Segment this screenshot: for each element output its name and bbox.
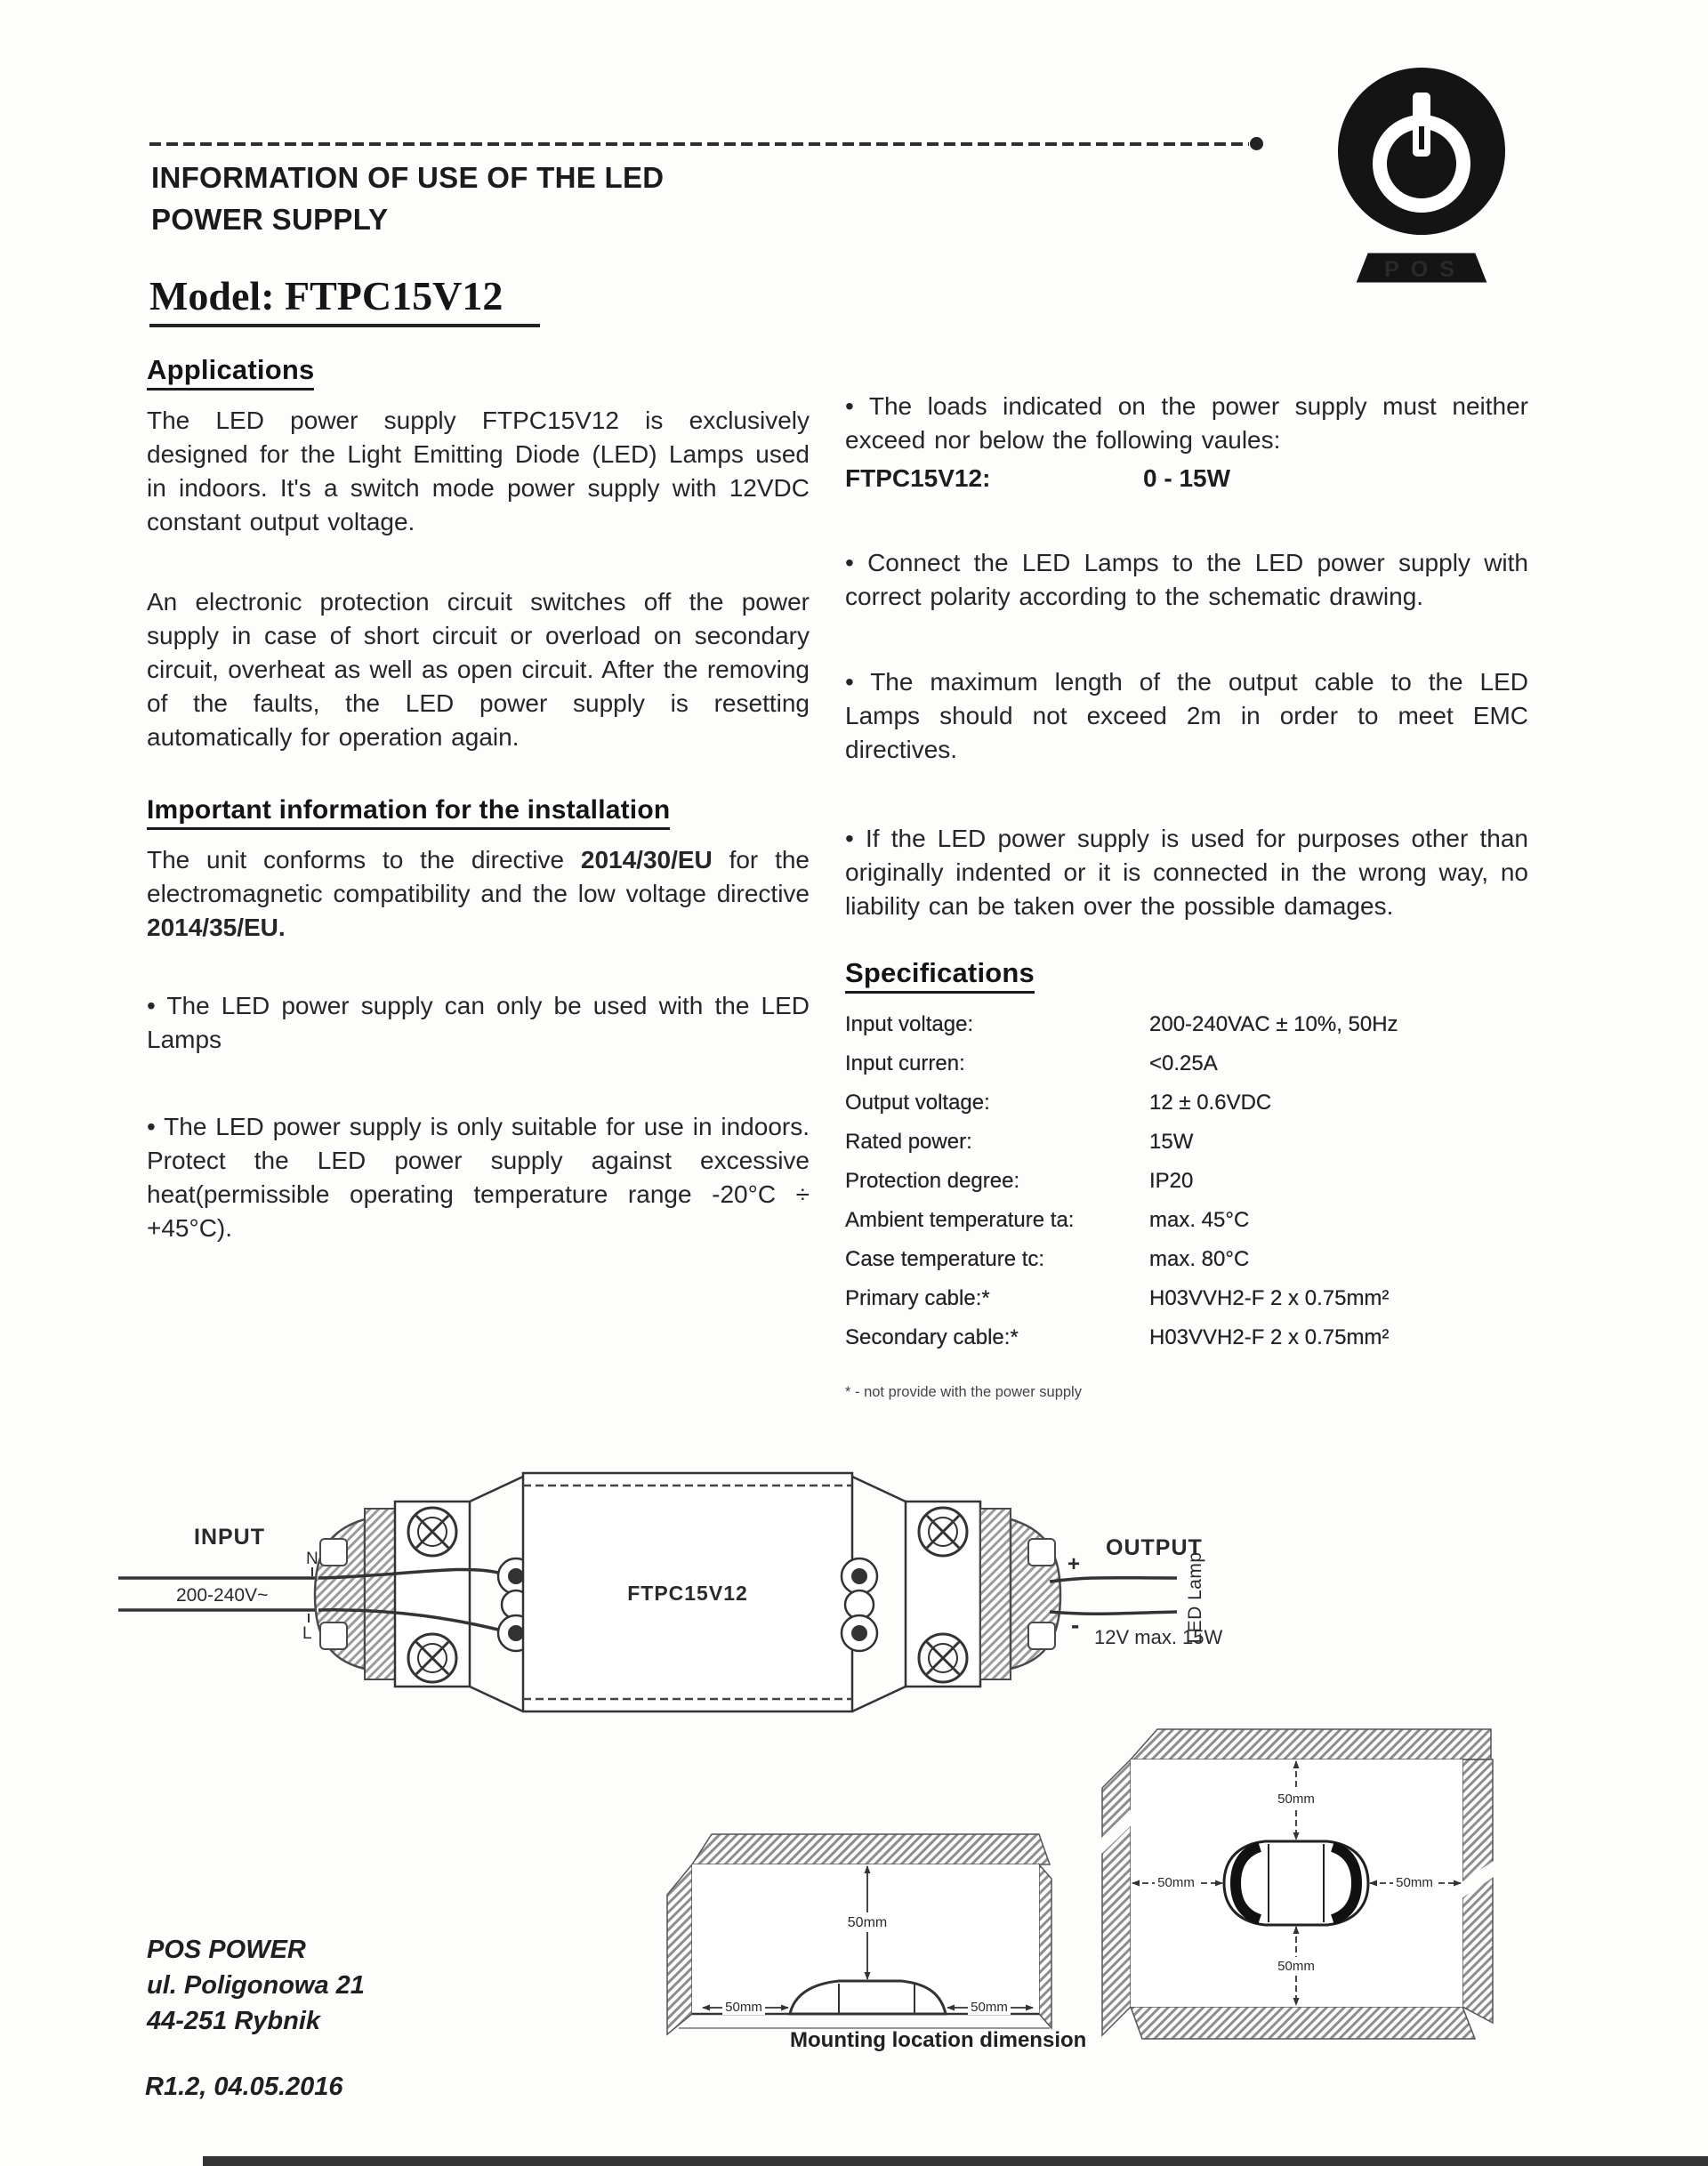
applications-paragraph-1: The LED power supply FTPC15V12 is exclusively designed for the Light Emitting Diode (LED) Lamps used in indoors. It's a switch mode power supply with 12VDC constant output voltage. <box>147 407 810 535</box>
device-label: FTPC15V12 <box>627 1582 748 1605</box>
spec-value: H03VVH2-F 2 x 0.75mm² <box>1149 1286 1390 1310</box>
company-address <box>147 1932 365 2039</box>
dim-right-label: 50mm <box>971 2000 1008 2015</box>
spec-label: Input curren: <box>845 1051 965 1075</box>
logo-text: POS <box>1384 257 1466 282</box>
spec-value: H03VVH2-F 2 x 0.75mm² <box>1149 1325 1390 1349</box>
neutral-label: N <box>306 1550 318 1568</box>
plus-polarity-label: + <box>1068 1552 1081 1576</box>
load-value: 0 - 15W <box>1143 464 1231 492</box>
page-title-line2: POWER SUPPLY <box>151 203 389 236</box>
model-heading <box>149 272 540 319</box>
dim-bottom-label: 50mm <box>1277 1959 1315 1974</box>
bullet-cable-length: • The maximum length of the output cable to the LED Lamps should not exceed 2m in order to meet EMC directives. <box>845 668 1528 763</box>
load-rating-row <box>845 464 1528 493</box>
dim-left-label: 50mm <box>1157 1875 1195 1890</box>
spec-label: Rated power: <box>845 1130 972 1154</box>
mounting-side-view <box>657 1825 1059 2044</box>
applications-paragraph-2: An electronic protection circuit switches off the power supply in case of short circuit or overload on secondary circuit, overheat as well as open circuit. After the removing of the faults, the LED power supply is resetting automatically for operation again. <box>147 588 810 751</box>
spec-label: Output voltage: <box>845 1091 990 1115</box>
installation-heading: Important information for the installation <box>147 795 810 825</box>
spec-label: Secondary cable:* <box>845 1325 1019 1349</box>
pos-logo <box>1333 59 1511 299</box>
address-street: ul. Poligonowa 21 <box>147 1971 365 2000</box>
output-rating-label: 12V max. 15W <box>1094 1626 1223 1648</box>
mounting-caption: Mounting location dimension <box>790 2028 1087 2052</box>
load-model: FTPC15V12: <box>845 464 991 492</box>
right-column <box>845 390 1528 1401</box>
specifications-heading: Specifications <box>845 957 1528 989</box>
spec-row <box>845 1091 1528 1130</box>
mounting-top-view <box>1091 1713 1519 2062</box>
input-voltage-label: 200-240V~ <box>176 1585 269 1606</box>
bullet-used-with-led: • The LED power supply can only be used with the LED Lamps <box>147 992 810 1053</box>
specifications-table <box>845 1012 1528 1365</box>
spec-row <box>845 1247 1528 1286</box>
directive-text: The unit conforms to the directive <box>147 846 581 874</box>
applications-heading: Applications <box>147 354 810 386</box>
spec-value: 12 ± 0.6VDC <box>1149 1091 1272 1115</box>
spec-value: 200-240VAC ± 10%, 50Hz <box>1149 1012 1398 1036</box>
dim-left-label: 50mm <box>725 2000 762 2015</box>
spec-label: Case temperature tc: <box>845 1247 1045 1271</box>
output-label: OUTPUT <box>1106 1535 1203 1560</box>
directive-lvd: 2014/35/EU. <box>147 914 286 941</box>
spec-label: Input voltage: <box>845 1012 974 1036</box>
line-label: L <box>302 1624 312 1643</box>
spec-row <box>845 1325 1528 1365</box>
spec-row <box>845 1130 1528 1169</box>
page-title <box>151 157 664 240</box>
spec-value: 15W <box>1149 1130 1194 1154</box>
bullet-indoors-only: • The LED power supply is only suitable for use in indoors. Protect the LED power supply against excessive heat(permissible operating temperature range -20°C ÷ +45°C). <box>147 1113 810 1242</box>
spec-label: Protection degree: <box>845 1169 1020 1193</box>
spec-value: IP20 <box>1149 1169 1194 1193</box>
wiring-schematic <box>105 1446 1263 1777</box>
spec-row <box>845 1012 1528 1051</box>
left-column <box>147 354 810 1245</box>
spec-value: <0.25A <box>1149 1051 1218 1075</box>
bullet-connect-polarity: • Connect the LED Lamps to the LED power supply with correct polarity according to the schematic drawing. <box>845 549 1528 610</box>
directive-text-2: for the electromagnetic compatibility and the low voltage directive <box>147 846 810 907</box>
address-city: 44-251 Rybnik <box>147 2007 321 2035</box>
dim-right-label: 50mm <box>1396 1875 1433 1890</box>
scan-edge-bar <box>203 2156 1708 2166</box>
revision-date: R1.2, 04.05.2016 <box>145 2073 343 2101</box>
minus-polarity-label: - <box>1071 1611 1080 1639</box>
model-heading-text: Model: FTPC15V12 <box>149 273 540 327</box>
spec-row <box>845 1051 1528 1091</box>
led-lamp-label: LED Lamp <box>1185 1551 1205 1644</box>
spec-row <box>845 1286 1528 1325</box>
power-icon <box>1333 59 1511 299</box>
directive-emc: 2014/30/EU <box>580 846 713 874</box>
spec-label: Primary cable:* <box>845 1286 990 1310</box>
dim-top-label: 50mm <box>847 1915 888 1930</box>
spec-row <box>845 1208 1528 1247</box>
directive-paragraph <box>147 843 810 945</box>
spec-value: max. 45°C <box>1149 1208 1250 1232</box>
cable-footnote: * - not provide with the power supply <box>845 1384 1082 1400</box>
spec-value: max. 80°C <box>1149 1247 1250 1271</box>
page-title-line1: INFORMATION OF USE OF THE LED <box>151 161 665 194</box>
header-divider-line <box>149 142 1249 146</box>
bullet-liability: • If the LED power supply is used for purposes other than originally indented or it is connected in the wrong way, no liability can be taken over the possible damages. <box>845 825 1528 920</box>
spec-row <box>845 1169 1528 1208</box>
divider-end-dot <box>1250 137 1263 150</box>
input-label: INPUT <box>194 1525 265 1550</box>
spec-label: Ambient temperature ta: <box>845 1208 1075 1232</box>
dim-top-label: 50mm <box>1277 1792 1315 1807</box>
company-name: POS POWER <box>147 1936 306 1964</box>
bullet-loads: • The loads indicated on the power supply must neither exceed nor below the following vaules: <box>845 392 1528 454</box>
